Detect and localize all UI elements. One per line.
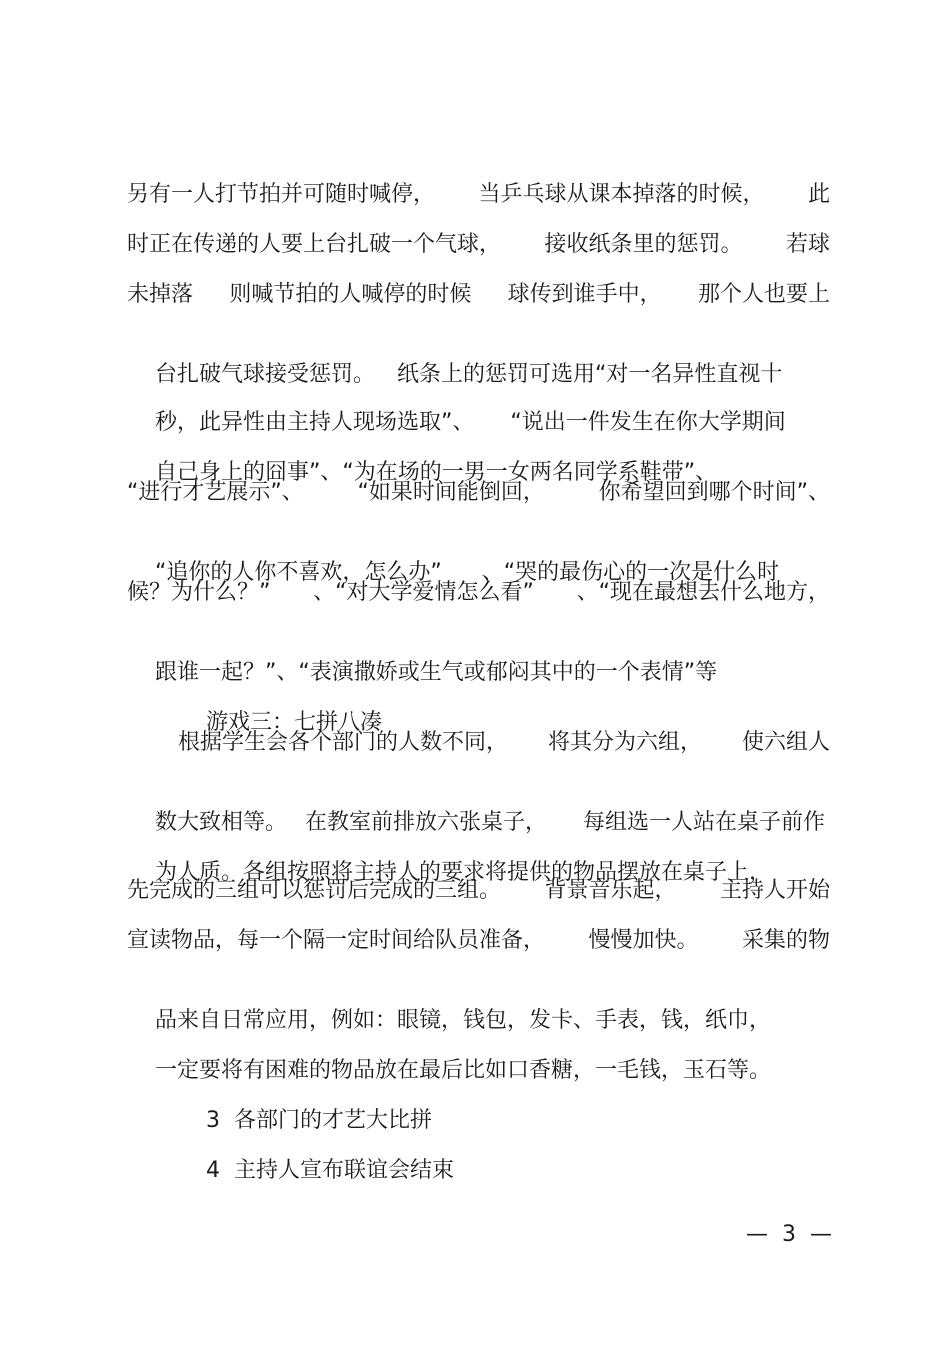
text-line-18: 一定要将有困难的物品放在最后比如口香糖，一毛钱，玉石等。 (154, 1058, 771, 1083)
page-number: — 3 — (746, 1222, 832, 1247)
text-line-1: 另有一人打节拍并可随时喊停， 当乒乓球从课本掉落的时候， 此 (127, 182, 830, 207)
text-line-4: 台扎破气球接受惩罚。 纸条上的惩罚可选用“对一名异性直视十 (154, 362, 783, 387)
text-line-14: 为人质。各组按照将主持人的要求将提供的物品摆放在桌子上， (154, 860, 771, 885)
text-line-13: 数大致相等。 在教室前排放六张桌子， 每组选一人站在桌子前作 (154, 810, 826, 835)
list-item-3: 3 各部门的才艺大比拼 (205, 1108, 432, 1133)
text-line-2: 时正在传递的人要上台扎破一个气球， 接收纸条里的惩罚。 若球 (127, 232, 830, 257)
text-line-5: 秒，此异性由主持人现场选取”、 “说出一件发生在你大学期间 (154, 410, 786, 435)
section-heading-game-3: 游戏三：七拼八凑 (205, 710, 382, 735)
text-line-9: 候？为什么？” 、“对大学爱情怎么看” 、“现在最想去什么地方， (127, 580, 830, 605)
text-line-6: 自己身上的囧事”、“为在场的一男一女两名同学系鞋带”、 (154, 460, 718, 485)
list-item-4: 4 主持人宣布联谊会结束 (205, 1158, 454, 1183)
text-line-10: 跟谁一起？”、“表演撒娇或生气或郁闷其中的一个表情”等 (154, 660, 718, 685)
text-line-16: 宣读物品，每一个隔一定时间给队员准备， 慢慢加快。 采集的物 (127, 928, 830, 953)
text-line-12: 根据学生会各个部门的人数不同， 将其分为六组， 使六组人 (178, 730, 830, 755)
text-line-8: “追你的人你不喜欢，怎么办” 、“哭的最伤心的一次是什么时 (154, 560, 780, 585)
text-line-7: “进行才艺展示”、 “如果时间能倒回， 你希望回到哪个时间”、 (127, 480, 830, 505)
text-line-17: 品来自日常应用，例如：眼镜，钱包，发卡、手表，钱，纸巾， (154, 1008, 771, 1033)
text-line-3: 未掉落 则喊节拍的人喊停的时候 球传到谁手中， 那个人也要上 (127, 282, 830, 307)
text-line-15: 先完成的三组可以惩罚后完成的三组。 背景音乐起， 主持人开始 (127, 878, 830, 903)
